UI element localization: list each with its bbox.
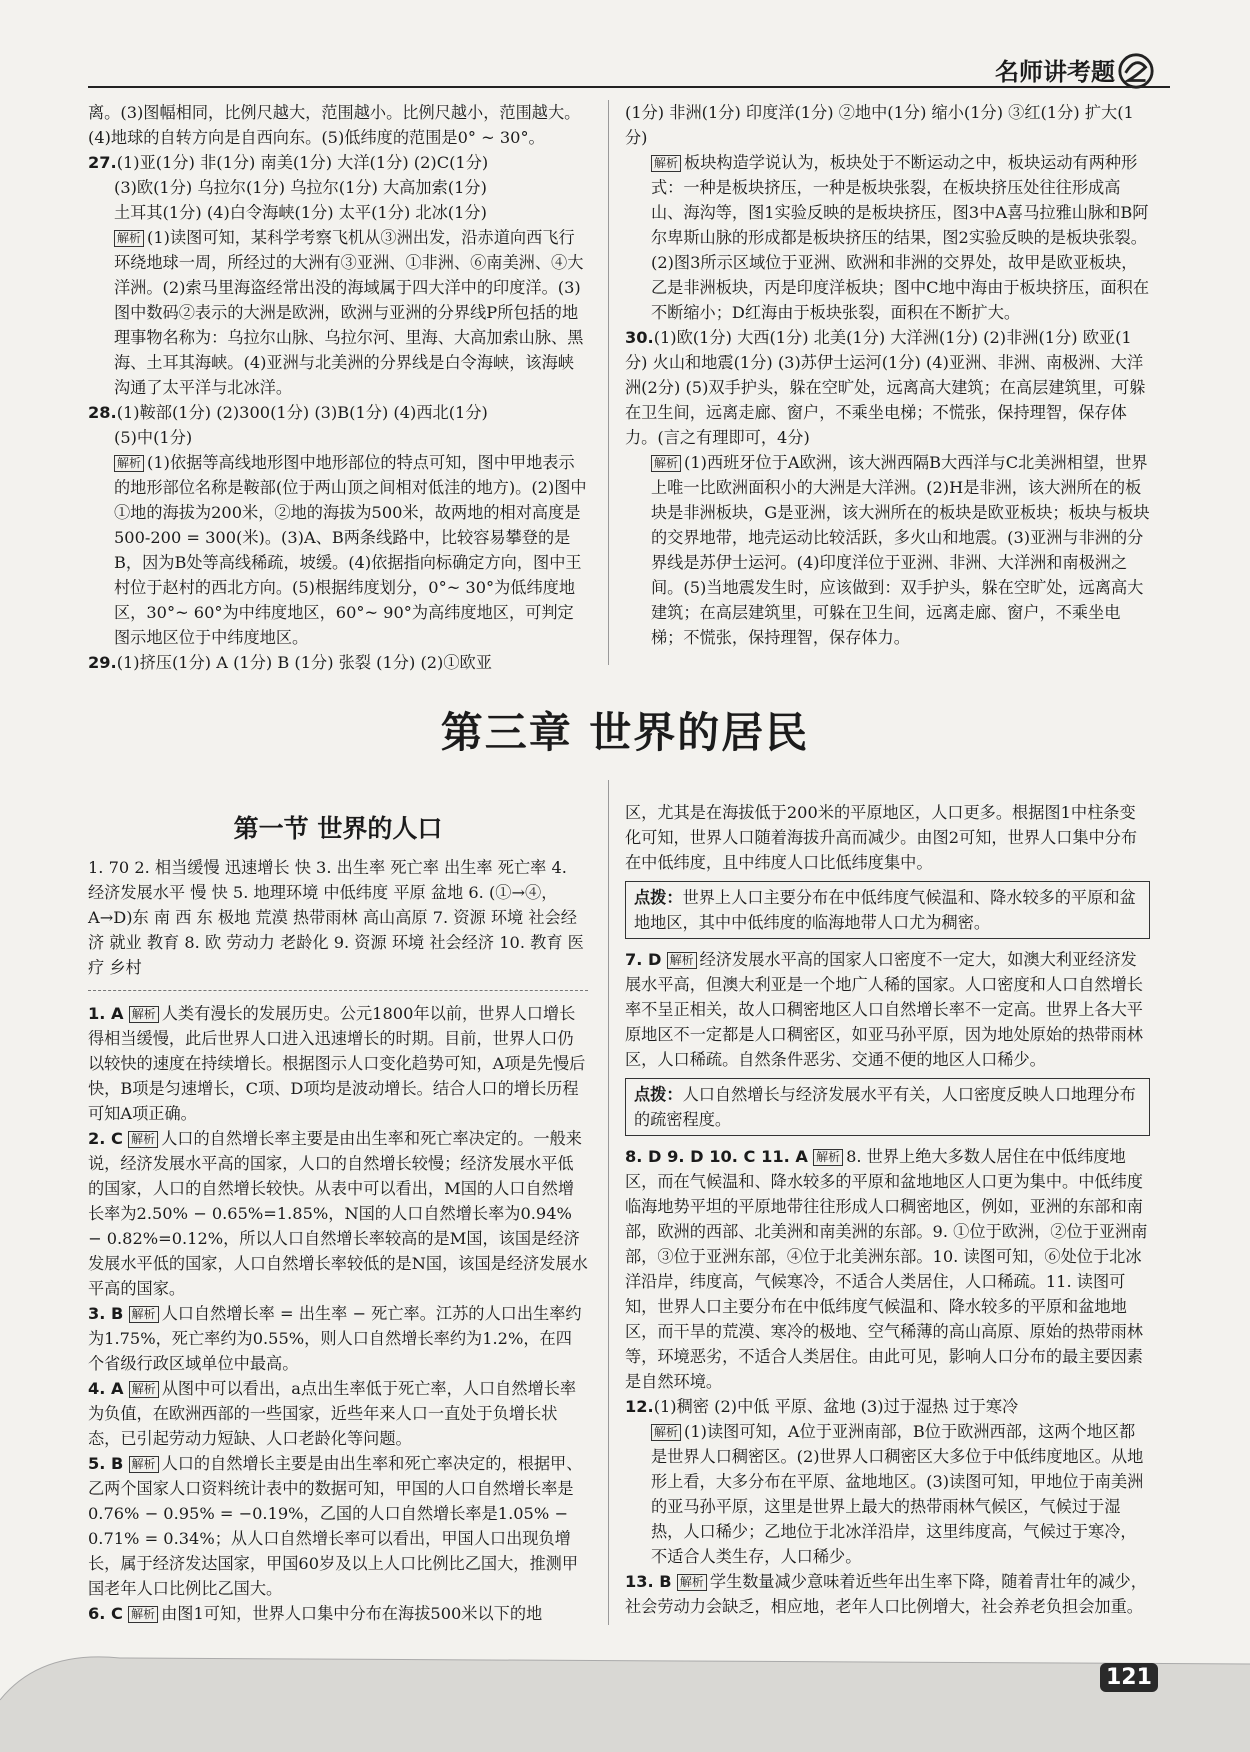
q12-number: 12.	[625, 1397, 654, 1416]
analysis-text: 人口自然增长率 = 出生率 − 死亡率。江苏的人口出生率约为1.75%，死亡率约为0.55%，则人口自然增长率约为1.2%，在四个省级行政区域单位中最高。	[88, 1304, 582, 1373]
analysis-tag: 解析	[813, 1149, 843, 1166]
question-number: 30.	[625, 328, 654, 347]
analysis-paragraph	[625, 450, 1150, 650]
question-number: 27.	[88, 153, 117, 172]
question-number: 29.	[88, 653, 117, 672]
mc-answer-item	[88, 1126, 588, 1301]
analysis-paragraph	[88, 450, 588, 650]
question-number: 2. C	[88, 1129, 123, 1148]
mc-answer-item	[88, 1301, 588, 1376]
analysis-text: (1)依据等高线地形图中地形部位的特点可知，图中甲地表示的地形部位名称是鞍部(位于两山顶之间相对低洼的地方)。(2)图中①地的海拔为200米，②地的海拔为500米，故两地的相对高度是500-200 = 300(米)。(3)A、B两条线路中，比较容易攀登的是B，因为B处等高线稀疏，坡缓。(4)依据指向标确定方向，图中王村位于赵村的西北方向。(5)根据纬度划分，0°~ 30°为低纬度地区，30°~ 60°为中纬度地区，60°~ 90°为高纬度地区，可判定图示地区位于中纬度地区。	[114, 453, 587, 647]
text-paragraph: (1分) 非洲(1分) 印度洋(1分) ②地中(1分) 缩小(1分) ③红(1分) 扩大(1分)	[625, 103, 1134, 147]
analysis-text: (1)西班牙位于A欧洲，该大洲西隔B大西洋与C北美洲相望，世界上唯一比欧洲面积小的大洲是大洋洲。(2)H是非洲，该大洲所在的板块是非洲板块，G是亚洲，该大洲所在的板块是欧亚板块；板块与板块的交界地带，地壳运动比较活跃，多火山和地震。(3)亚洲与非洲的分界线是苏伊士运河。(4)印度洋位于亚洲、非洲、大洋洲和南极洲之间。(5)当地震发生时，应该做到：双手护头，躲在空旷处，远离高大建筑；在高层建筑里，可躲在卫生间，远离走廊、窗户，不乘坐电梯；不慌张，保持理智，保存体力。	[651, 453, 1150, 647]
question-number: 1. A	[88, 1004, 124, 1023]
answer-text: (1)鞍部(1分) (2)300(1分) (3)B(1分) (4)西北(1分)	[116, 403, 488, 422]
analysis-tag: 解析	[667, 952, 697, 969]
q13-number: 13. B	[625, 1572, 672, 1591]
answer-line	[88, 150, 588, 175]
mc-answer-item	[88, 1601, 588, 1626]
answer-line: (3)欧(1分) 乌拉尔(1分) 乌拉尔(1分) 大高加索(1分)	[114, 178, 487, 197]
answer-line	[88, 400, 588, 425]
analysis-text: 人口的自然增长率主要是由出生率和死亡率决定的。一般来说，经济发展水平高的国家，人口的自然增长较慢；经济发展水平低的国家，人口的自然增长较快。从表中可以看出，M国的人口自然增长率为2.50% − 0.65%=1.85%，N国的人口自然增长率为0.94% − 0.82%=0.12%，所以人口自然增长率较高的是M国，该国是经济发展水平低的国家，人口自然增长率较低的是N国，该国是经济发展水平高的国家。	[88, 1129, 588, 1298]
q8-11-analysis: 8. 世界上绝大多数人居住在中低纬度地区，而在气候温和、降水较多的平原和盆地地区人口更为集中。中低纬度临海地势平坦的平原地带往往形成人口稠密地区，例如，亚洲的东部和南部，欧洲的西部、北美洲和南美洲的东部。9. ①位于欧洲，②位于亚洲南部，③位于亚洲东部，④位于北美洲东部。10. 读图可知，⑥处位于北冰洋沿岸，纬度高，气候寒冷，不适合人类居住，人口稀疏。11. 读图可知，世界人口主要分布在中低纬度气候温和、降水较多的平原和盆地地区，而干旱的荒漠、寒冷的极地、空气稀薄的高山高原、原始的热带雨林等，环境恶劣，不适合人类居住。由此可见，影响人口分布的最主要因素是自然环境。	[625, 1147, 1148, 1391]
analysis-tag: 解析	[129, 1381, 159, 1398]
analysis-tag: 解析	[128, 1606, 158, 1623]
chapter-title: 第三章 世界的居民	[440, 708, 810, 757]
mc-answer-item	[88, 1001, 588, 1126]
column-divider-top	[608, 100, 609, 665]
q12-analysis: (1)读图可知，A位于亚洲南部，B位于欧洲西部，这两个地区都是世界人口稠密区。(2)世界人口稠密区大多位于中低纬度地区。从地形上看，大多分布在平原、盆地地区。(3)读图可知，甲地位于南美洲的亚马孙平原，这里是世界上最大的热带雨林气候区，气候过于湿热，人口稀少；乙地位于北冰洋沿岸，这里纬度高，气候过于寒冷，不适合人类生存，人口稀少。	[651, 1422, 1144, 1566]
right-column-top	[625, 100, 1150, 650]
q7-number: 7. D	[625, 950, 662, 969]
answer-line: 土耳其(1分) (4)白令海峡(1分) 太平(1分) 北冰(1分)	[114, 203, 487, 222]
page-number: 121	[1100, 1663, 1158, 1692]
answer-text: (1)欧(1分) 大西(1分) 北美(1分) 大洋洲(1分) (2)非洲(1分) 欧亚(1分) 火山和地震(1分) (3)苏伊士运河(1分) (4)亚洲、非洲、南极洲、大洋洲(2分) (5)双手护头，躲在空旷处，远离高大建筑；在高层建筑里，可躲在卫生间，远离走廊、窗户，不乘坐电梯；不慌张，保持理智，保存体力。(言之有理即可，4分)	[625, 328, 1146, 447]
question-number: 6. C	[88, 1604, 123, 1623]
analysis-text: 板块构造学说认为，板块处于不断运动之中，板块运动有两种形式：一种是板块挤压，一种是板块张裂，在板块挤压处往往形成高山、海沟等，图1实验反映的是板块挤压，图3中A喜马拉雅山脉和B阿尔卑斯山脉的形成都是板块挤压的结果，图2实验反映的是板块张裂。(2)图3所示区域位于亚洲、欧洲和非洲的交界处，故甲是欧亚板块，乙是非洲板块，丙是印度洋板块；图中C地中海由于板块挤压，面积在不断缩小；D红海由于板块张裂，面积在不断扩大。	[651, 153, 1150, 322]
tip-label: 点拨：	[634, 1085, 683, 1104]
right-column-bottom	[625, 800, 1150, 1619]
tip-text: 世界上人口主要分布在中低纬度气候温和、降水较多的平原和盆地地区，其中中低纬度的临海地带人口尤为稠密。	[634, 888, 1136, 932]
left-column-top	[88, 100, 588, 675]
brand-logo-icon	[1117, 52, 1155, 90]
tip-text: 人口自然增长与经济发展水平有关，人口密度反映人口地理分布的疏密程度。	[634, 1085, 1136, 1129]
analysis-tag: 解析	[129, 1456, 159, 1473]
analysis-tag: 解析	[128, 1131, 158, 1148]
answer-line	[625, 325, 1150, 450]
tip-label: 点拨：	[634, 888, 683, 907]
analysis-text: (1)读图可知，某科学考察飞机从③洲出发，沿赤道向西飞行环绕地球一周，所经过的大洲有③亚洲、①非洲、⑥南美洲、④大洋洲。(2)索马里海盗经常出没的海域属于四大洋中的印度洋。(3)图中数码②表示的大洲是欧洲，欧洲与亚洲的分界线P所包括的地理事物名称为：乌拉尔山脉、乌拉尔河、里海、大高加索山脉、黑海、土耳其海峡。(4)亚洲与北美洲的分界线是白令海峡，该海峡沟通了太平洋与北冰洋。	[114, 228, 584, 397]
answer-text: (1)挤压(1分) A (1分) B (1分) 张裂 (1分) (2)①欧亚	[116, 653, 492, 672]
analysis-text: 人类有漫长的发展历史。公元1800年以前，世界人口增长得相当缓慢，此后世界人口进入迅速增长的时期。目前，世界人口仍以较快的速度在持续增长。根据图示人口变化趋势可知，A项是先慢后快，B项是匀速增长，C项、D项均是波动增长。结合人口的增长历程可知A项正确。	[88, 1004, 586, 1123]
question-number: 28.	[88, 403, 117, 422]
q7-analysis: 经济发展水平高的国家人口密度不一定大，如澳大利亚经济发展水平高，但澳大利亚是一个地广人稀的国家。人口密度和人口自然增长率不呈正相关，故人口稠密地区人口自然增长率不一定高。世界上各大平原地区不一定都是人口稠密区，如亚马孙平原，因为地处原始的热带雨林区，人口稀疏。自然条件恶劣、交通不便的地区人口稀少。	[625, 950, 1143, 1069]
left-column-bottom	[88, 800, 588, 1626]
mc-answer-item	[88, 1376, 588, 1451]
analysis-tag: 解析	[114, 455, 144, 472]
analysis-tag: 解析	[114, 230, 144, 247]
analysis-paragraph	[88, 225, 588, 400]
analysis-tag: 解析	[651, 455, 681, 472]
analysis-tag: 解析	[129, 1306, 159, 1323]
section-title: 第一节 世界的人口	[233, 814, 443, 843]
mc-answer-item	[88, 1451, 588, 1601]
analysis-tag: 解析	[651, 1424, 681, 1441]
tip-box-2	[625, 1078, 1150, 1136]
analysis-tag: 解析	[677, 1574, 707, 1591]
analysis-tag: 解析	[129, 1006, 159, 1023]
tip-box-1	[625, 881, 1150, 939]
page-curl-decoration	[0, 1640, 1250, 1752]
analysis-text: 人口的自然增长主要是由出生率和死亡率决定的，根据甲、乙两个国家人口资料统计表中的数据可知，甲国的人口自然增长率是0.76% − 0.95% = −0.19%，乙国的人口自然增长率是1.05% − 0.71% = 0.34%；从人口自然增长率可以看出，甲国人口出现负增长，属于经济发达国家，甲国60岁及以上人口比例比乙国大，推测甲国老年人口比例比乙国大。	[88, 1454, 583, 1598]
analysis-paragraph	[625, 150, 1150, 325]
analysis-text: 从图中可以看出，a点出生率低于死亡率，人口自然增长率为负值，在欧洲西部的一些国家，近些年来人口一直处于负增长状态，已引起劳动力短缺、人口老龄化等问题。	[88, 1379, 577, 1448]
text-paragraph: 离。(3)图幅相同，比例尺越大，范围越小。比例尺越小，范围越大。(4)地球的自转方向是自西向东。(5)低纬度的范围是0° ~ 30°。	[88, 103, 581, 147]
question-number: 4. A	[88, 1379, 124, 1398]
q8-11-numbers: 8. D 9. D 10. C 11. A	[625, 1147, 808, 1166]
answer-text: (1)亚(1分) 非(1分) 南美(1分) 大洋(1分) (2)C(1分)	[116, 153, 489, 172]
answer-line	[88, 650, 588, 675]
q6-continuation: 区，尤其是在海拔低于200米的平原地区，人口更多。根据图1中柱条变化可知，世界人口随着海拔升高而减少。由图2可知，世界人口集中分布在中低纬度，且中纬度人口比低纬度集中。	[625, 803, 1138, 872]
brand-title: 名师讲考题	[995, 58, 1115, 86]
mc-answers-list	[88, 1001, 588, 1626]
answer-line: (5)中(1分)	[114, 428, 193, 447]
column-divider-bottom	[608, 780, 609, 1625]
q13-analysis: 学生数量减少意味着近些年出生率下降，随着青壮年的减少，社会劳动力会缺乏，相应地，老年人口比例增大，社会养老负担会加重。	[625, 1572, 1147, 1616]
analysis-tag: 解析	[651, 155, 681, 172]
question-number: 3. B	[88, 1304, 124, 1323]
analysis-text: 由图1可知，世界人口集中分布在海拔500米以下的地	[161, 1604, 543, 1623]
question-number: 5. B	[88, 1454, 124, 1473]
dashed-separator	[88, 990, 588, 991]
q12-answer: (1)稠密 (2)中低 平原、盆地 (3)过于湿热 过于寒冷	[653, 1397, 1019, 1416]
fill-answers: 1. 70 2. 相当缓慢 迅速增长 快 3. 出生率 死亡率 出生率 死亡率 4. 经济发展水平 慢 快 5. 地理环境 中低纬度 平原 盆地 6. (①→④，A→D)东 南 西 东 极地 荒漠 热带雨林 高山高原 7. 资源 环境 社会经济 就业 教育 8. 欧 劳动力 老龄化 9. 资源 环境 社会经济 10. 教育 医疗 乡村	[88, 858, 584, 977]
